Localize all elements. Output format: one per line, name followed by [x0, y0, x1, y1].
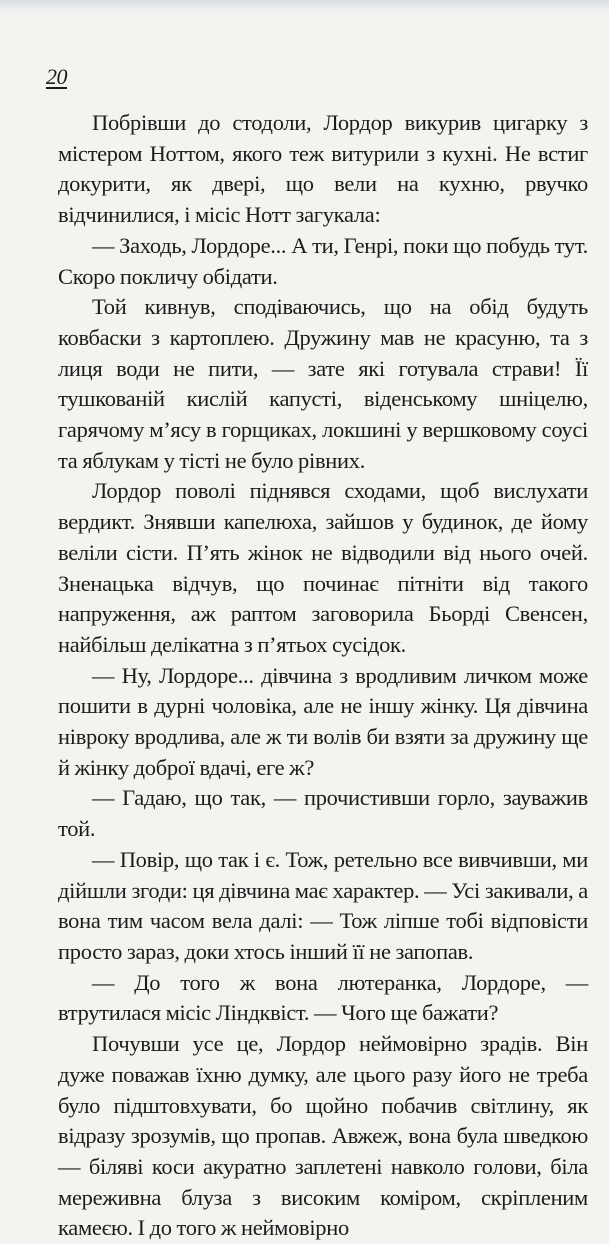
- page-top-edge: [0, 0, 609, 12]
- paragraph-5: — Ну, Лордоре... дівчина з вродливим личком може пошити в дурні чоловіка, але не іншу жінку. Ця дівчина нівроку вродлива, але ж ти волів би взяти за дружину ще й жінку доброї вдачі, еге ж?: [58, 662, 588, 780]
- paragraph-8: — До того ж вона лютеранка, Лордоре, — втрутилася місіс Ліндквіст. — Чого ще бажати?: [58, 969, 588, 1026]
- paragraph-6: — Гадаю, що так, — прочистивши горло, зауважив той.: [58, 785, 588, 842]
- page-number: 20: [46, 64, 67, 89]
- body-text: [58, 108, 588, 1244]
- paragraph-7: — Повір, що так і є. Тож, ретельно все вивчивши, ми дійшли згоди: ця дівчина має характер. — Усі закивали, а вона тим часом вела далі: — Тож ліпше тобі відповісти просто зараз, доки хтось інший її не запопав.: [58, 846, 588, 964]
- paragraph-9: Почувши усе це, Лордор неймовірно зрадів. Він дуже поважав їхню думку, але цього разу його не треба було підштовхувати, бо щойно побачив світлину, як відразу зрозумів, що пропав. Авжеж, вона була шведкою — біляві коси акуратно заплетені навколо голови, біла мереживна блуза з високим коміром, скріпленим камеєю. І до того ж неймовірно: [58, 1031, 588, 1241]
- paragraph-4: Лордор поволі піднявся сходами, щоб вислухати вердикт. Знявши капелюха, зайшов у будинок, де йому веліли сісти. П’ять жінок не відводили від нього очей. Зненацька відчув, що починає пітніти від такого напруження, аж раптом заговорила Бьорді Свенсен, найбільш делікатна з п’ятьох сусідок.: [58, 478, 588, 657]
- paragraph-2: — Заходь, Лордоре... А ти, Генрі, поки що побудь тут. Скоро покличу обідати.: [58, 232, 588, 289]
- paragraph-3: Той кивнув, сподіваючись, що на обід будуть ковбаски з картоплею. Дружину мав не красуню, та з лиця води не пити, — зате які готувала страви! Її тушкованій кислій капусті, віденському шніцелю, гарячому м’ясу в горщиках, локшині у вершковому соусі та яблукам у тісті не було рівних.: [58, 294, 588, 473]
- paragraph-1: Побрівши до стодоли, Лордор викурив цигарку з містером Ноттом, якого теж витурили з кухні. Не встиг докурити, як двері, що вели на кухню, рвучко відчинилися, і місіс Нотт загукала:: [58, 110, 588, 228]
